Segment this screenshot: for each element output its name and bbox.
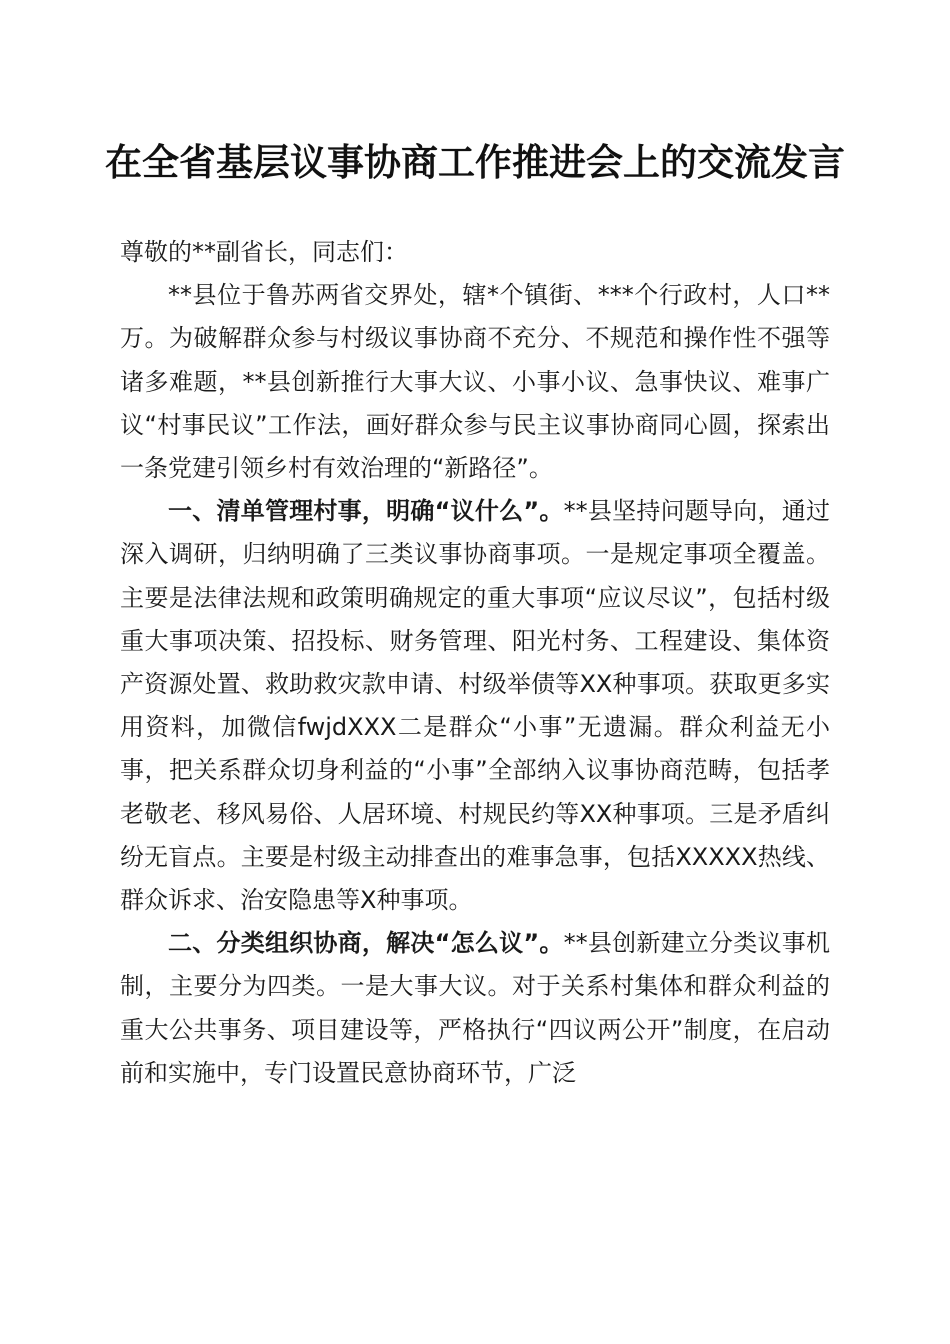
section-2-text: **县创新建立分类议事机制，主要分为四类。一是大事大议。对于关系村集体和群众利益的重大公共事务、项目建设等，严格执行“四议两公开”制度，在启动前和实施中，专门设置民意协商环节，广泛 [120, 929, 830, 1087]
section-2-heading: 二、分类组织协商，解决“怎么议”。 [168, 929, 564, 958]
paragraph-intro-text: **县位于鲁苏两省交界处，辖*个镇街、***个行政村，人口**万。为破解群众参与村级议事协商不充分、不规范和操作性不强等诸多难题，**县创新推行大事大议、小事小议、急事快议、难事广议“村事民议”工作法，画好群众参与民主议事协商同心圆，探索出一条党建引领乡村有效治理的“新路径”。 [120, 281, 830, 483]
paragraph-intro [120, 274, 830, 490]
section-1-text: **县坚持问题导向，通过深入调研，归纳明确了三类议事协商事项。一是规定事项全覆盖。主要是法律法规和政策明确规定的重大事项“应议尽议”，包括村级重大事项决策、招投标、财务管理、阳光村务、工程建设、集体资产资源处置、救助救灾款申请、村级举债等XX种事项。获取更多实用资料，加微信fwjdXXX二是群众“小事”无遗漏。群众利益无小事，把关系群众切身利益的“小事”全部纳入议事协商范畴，包括孝老敬老、移风易俗、人居环境、村规民约等XX种事项。三是矛盾纠纷无盲点。主要是村级主动排查出的难事急事，包括XXXXX热线、群众诉求、治安隐患等X种事项。 [120, 497, 830, 915]
document-body [120, 231, 830, 1095]
salutation: 尊敬的**副省长，同志们： [120, 238, 408, 266]
document-title: 在全省基层议事协商工作推进会上的交流发言 [105, 140, 845, 184]
paragraph-section-2 [120, 922, 830, 1095]
section-1-heading: 一、清单管理村事，明确“议什么”。 [168, 497, 564, 526]
paragraph-section-1 [120, 490, 830, 922]
